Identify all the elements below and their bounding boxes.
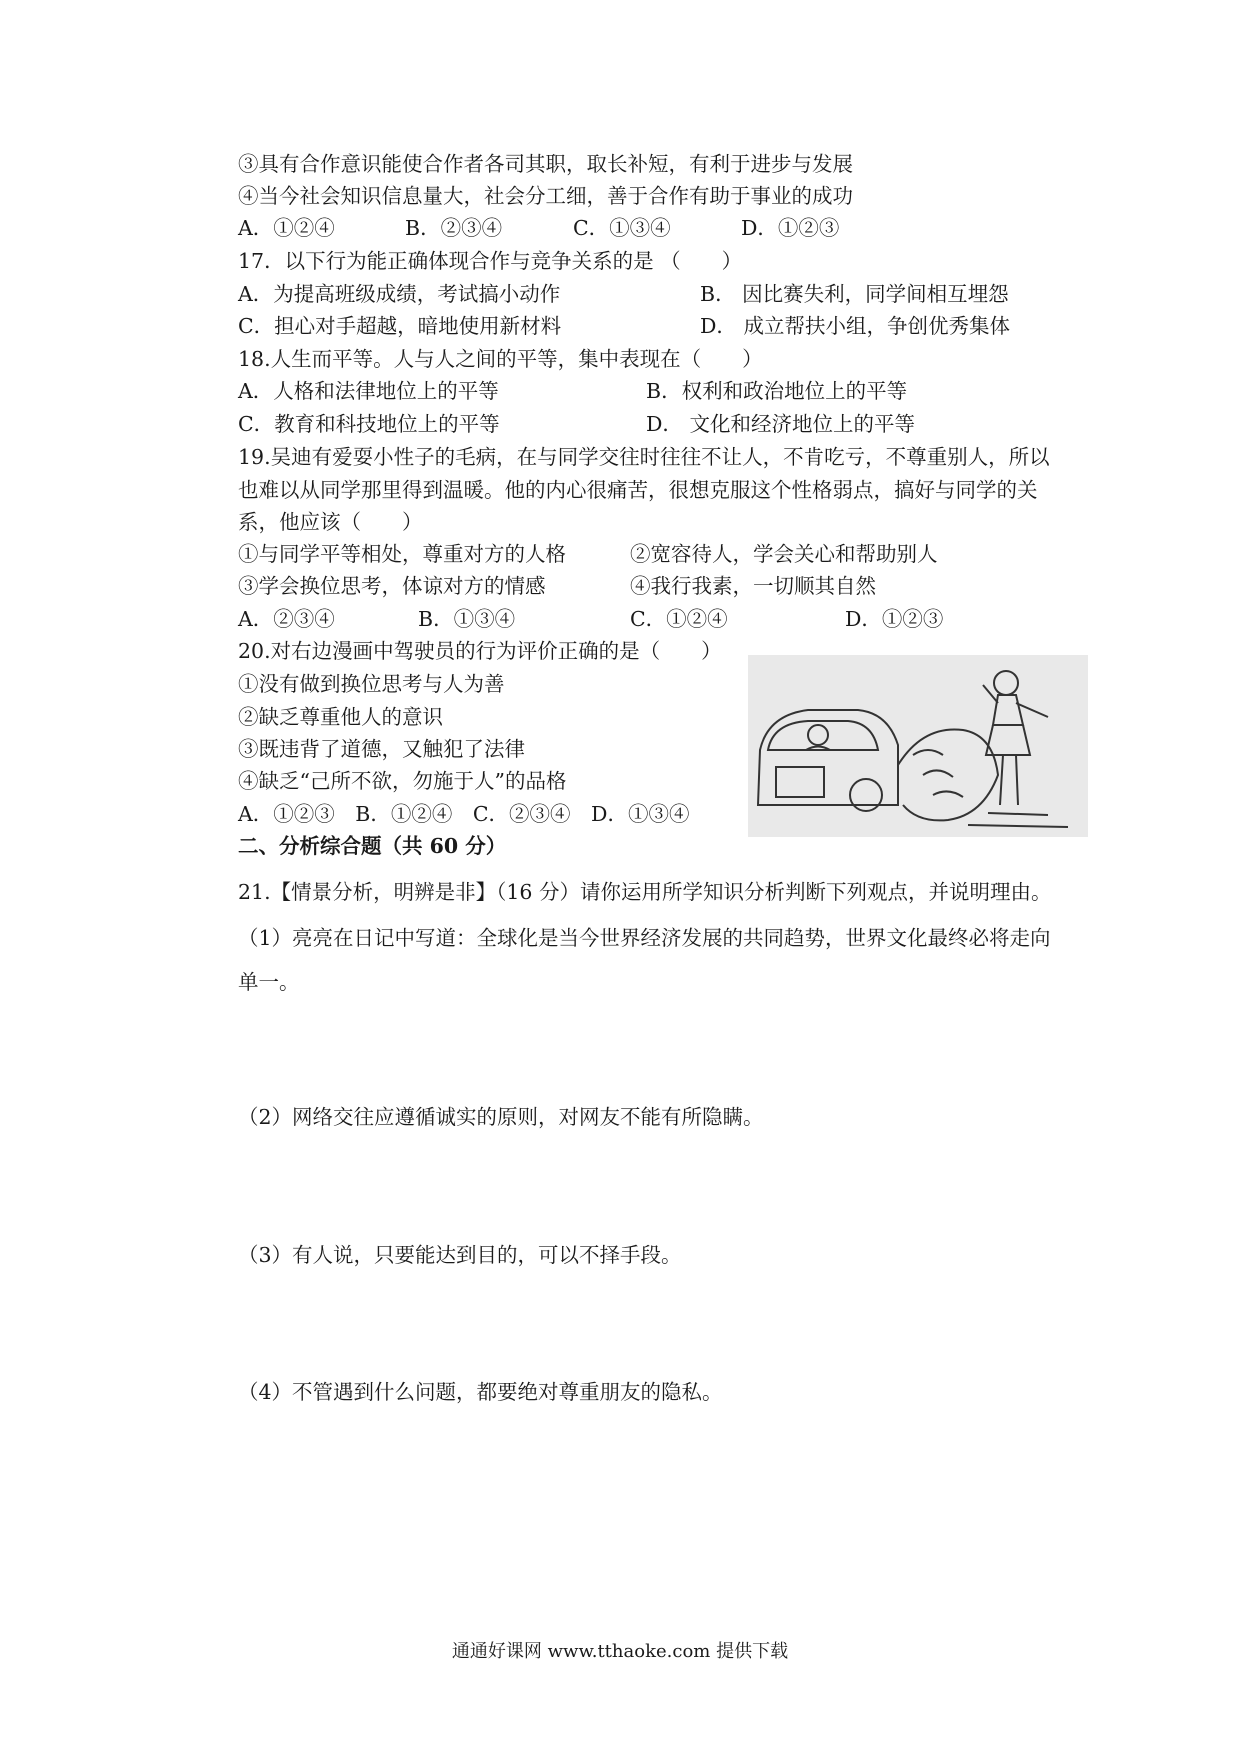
section-2-heading: 二、分析综合题（共 60 分）	[238, 834, 507, 858]
q19-stem-line-3: 系，他应该（ ）	[238, 510, 423, 534]
q19-item-4: ④我行我素，一切顺其自然	[630, 574, 876, 598]
q16-item-4: ④当今社会知识信息量大，社会分工细，善于合作有助于事业的成功	[238, 184, 853, 208]
q19-option-d: D．①②③	[845, 607, 944, 631]
cartoon-illustration	[748, 655, 1088, 837]
q20-item-3: ③既违背了道德，又触犯了法律	[238, 737, 525, 761]
cartoon-drawing	[748, 655, 1088, 837]
q19-item-3: ③学会换位思考，体谅对方的情感	[238, 574, 546, 598]
q19-stem-line-1: 19.吴迪有爱耍小性子的毛病，在与同学交往时往往不让人，不肯吃亏，不尊重别人，所以	[238, 445, 1050, 469]
q18-stem: 18.人生而平等。人与人之间的平等，集中表现在（ ）	[238, 347, 763, 371]
q17-option-a: A．为提高班级成绩，考试搞小动作	[238, 282, 561, 306]
q20-options: A．①②③ B．①②④ C．②③④ D．①③④	[238, 802, 690, 826]
q21-part-2: （2）网络交往应遵循诚实的原则，对网友不能有所隐瞒。	[238, 1105, 764, 1129]
q21-part-1-line-1: （1）亮亮在日记中写道：全球化是当今世界经济发展的共同趋势，世界文化最终必将走向	[238, 926, 1051, 950]
q21-part-1-line-2: 单一。	[238, 970, 300, 994]
q16-option-a: A．①②④	[238, 216, 335, 240]
q20-item-4: ④缺乏“己所不欲，勿施于人”的品格	[238, 769, 567, 793]
q18-option-b: B．权利和政治地位上的平等	[646, 379, 908, 403]
q19-item-1: ①与同学平等相处，尊重对方的人格	[238, 542, 566, 566]
q21-stem: 21.【情景分析，明辨是非】（16 分）请你运用所学知识分析判断下列观点，并说明理由。	[238, 880, 1052, 904]
q20-item-2: ②缺乏尊重他人的意识	[238, 705, 443, 729]
q18-option-d: D． 文化和经济地位上的平等	[646, 412, 915, 436]
q21-part-3: （3）有人说，只要能达到目的，可以不择手段。	[238, 1243, 682, 1267]
q20-stem: 20.对右边漫画中驾驶员的行为评价正确的是（ ）	[238, 639, 722, 663]
q19-option-c: C．①②④	[630, 607, 728, 631]
footer-source: 通通好课网 www.tthaoke.com 提供下载	[451, 1641, 789, 1662]
q17-option-d: D． 成立帮扶小组，争创优秀集体	[700, 314, 1010, 338]
q16-option-c: C．①③④	[573, 216, 671, 240]
q19-stem-line-2: 也难以从同学那里得到温暖。他的内心很痛苦，很想克服这个性格弱点，搞好与同学的关	[238, 478, 1038, 502]
q18-option-c: C．教育和科技地位上的平等	[238, 412, 500, 436]
q16-item-3: ③具有合作意识能使合作者各司其职，取长补短，有利于进步与发展	[238, 152, 853, 176]
q17-stem: 17．以下行为能正确体现合作与竞争关系的是 （ ）	[238, 249, 743, 273]
q20-item-1: ①没有做到换位思考与人为善	[238, 672, 505, 696]
q21-part-4: （4）不管遇到什么问题，都要绝对尊重朋友的隐私。	[238, 1380, 723, 1404]
q19-option-a: A．②③④	[238, 607, 335, 631]
q19-option-b: B．①③④	[418, 607, 516, 631]
q17-option-b: B． 因比赛失利，同学间相互埋怨	[700, 282, 1009, 306]
q17-option-c: C．担心对手超越，暗地使用新材料	[238, 314, 562, 338]
q16-option-b: B．②③④	[405, 216, 503, 240]
q19-item-2: ②宽容待人，学会关心和帮助别人	[630, 542, 938, 566]
q18-option-a: A．人格和法律地位上的平等	[238, 379, 499, 403]
q16-option-d: D．①②③	[741, 216, 840, 240]
